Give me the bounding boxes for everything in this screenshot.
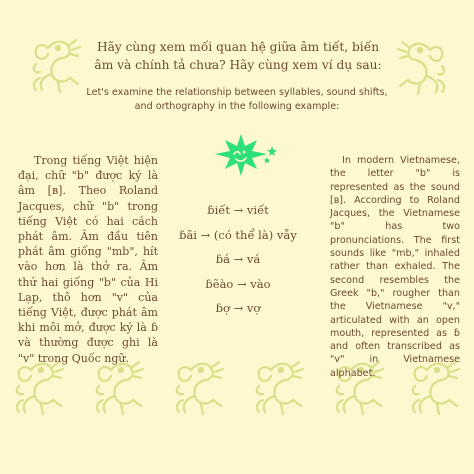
subtitle-english: Let's examine the relationship between syllables, sound shifts, and orthography in the following example: xyxy=(86,87,388,112)
example-item: ɓiết → viết xyxy=(207,203,269,217)
example-item: ɓợ → vợ xyxy=(215,301,261,316)
example-item: ɓẽào → vào xyxy=(205,276,271,291)
dragon-icon xyxy=(250,356,310,416)
sun-star-icon xyxy=(205,130,277,180)
left-paragraph-vietnamese: Trong tiếng Việt hiện đại, chữ "b" được ký là âm [ʙ]. Theo Roland Jacques, chữ "b" trong tiếng Việt có hai cách phát âm. Âm đầu tiên phát âm giống "mb", hít vào hơn là thở ra. Âm thứ hai giống "b" của Hi Lạp, thô hơn "v" của tiếng Việt, được phát âm khi môi mở, được ký là ɓ và thường được ghi là "v" trong Quốc ngữ. xyxy=(18,154,158,365)
example-list xyxy=(168,198,308,321)
title-vietnamese: Hãy cùng xem mối quan hệ giữa âm tiết, biến âm và chính tả chưa? Hãy cùng xem ví dụ sau: xyxy=(94,40,382,72)
dragon-icon xyxy=(28,34,86,94)
dragon-icon xyxy=(170,356,230,416)
example-item: ɓá → vá xyxy=(215,252,261,267)
dragon-icon xyxy=(392,36,450,96)
right-paragraph-english: In modern Vietnamese, the letter "b" is represented as the sound [ʙ]. According to Roland Jacques, the Vietnamese "b" has two pronunciations. The first sounds like "mb," inhaled rather than exhaled. The second resembles the Greek "b," rougher than the Vietnamese "v," articulated with an open mouth, represented as ɓ and often transcribed as "v" in Vietnamese alphabet. xyxy=(330,155,460,379)
example-item: ɓãi → (có thể là) vẫy xyxy=(179,227,297,242)
